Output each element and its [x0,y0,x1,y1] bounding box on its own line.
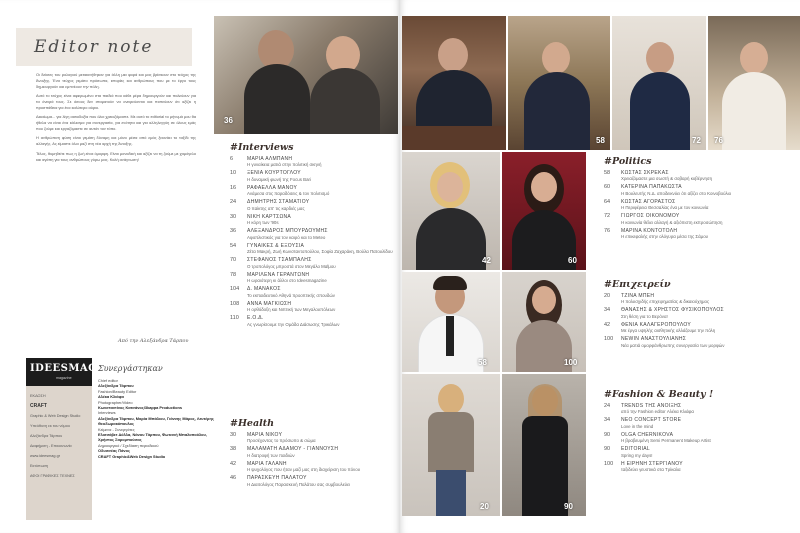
photo-model-wall [502,374,586,516]
toc-entry-name: ΜΑΡΙΛΕΝΑ ΓΕΡΑΝΤΩΝΗ [247,271,310,278]
toc-page-number: 46 [230,475,237,482]
masthead-line: ΕΚΔΟΣΗ [30,394,46,398]
toc-entry-text [621,404,796,415]
toc-fashion [604,404,796,476]
toc-page-number: 58 [604,170,611,176]
toc-entry-name: TRENDS ΤΗΣ ΑΝΟΙΞΗΣ [621,403,682,409]
collaborator-line: Chief editor [98,378,118,383]
toc-entry[interactable] [230,215,398,226]
toc-entry-desc: Ανάμεσα στις παραδόσεις & τον πολιτισμό [247,191,330,197]
masthead-line: Διαφήμιση - Επικοινωνία [30,444,72,448]
page-number-label: 72 [692,136,701,145]
toc-entry-name: ΓΥΝΑΙΚΕΣ & ΕΞΟΥΣΙΑ [247,242,305,249]
toc-entry-desc: Η πολυσχιδής επιχειρηματίας & δικαιούχημος [621,299,710,305]
toc-entry-text [247,215,398,226]
toc-entry-text [621,171,796,182]
photo-interview-couple [214,16,398,134]
collaborators-title: Συνεργάστηκαν [98,364,163,373]
toc-page-number: 70 [230,257,237,264]
toc-entry-name: ΝΙΚΗ ΚΑΡΤΣΩΝΑ [247,213,292,220]
collaborators-list [98,378,216,459]
photo-politician-parliament [508,16,610,150]
toc-entry-name: NEO CONCEPT STORE [621,417,682,424]
toc-page-number: 90 [604,446,611,453]
toc-entry-name: NEWIN ΑΝΑΣΤΟΥΛΙΑΝΗΣ [621,336,687,343]
toc-entry[interactable] [230,287,398,298]
toc-entry[interactable] [604,337,796,348]
letter-paragraph: Δικαίωμα... για λίγη αισιοδοξία που όλοι χρειαζόμαστε. Με αυτό το editorial το μήνυμά μου θα ήθελα να είναι ένα κάλεσμα για συνεργασία, για ενότητα και για αλληλεγγύη σε όλους εμάς που ζούμε και εργαζόμαστε σε αυτόν τον τόπο. [36,114,196,132]
toc-interviews [230,157,398,331]
letter-paragraph: Τέλος, θυμηθείτε πως η ζωή είναι όμορφη. Είναι μοναδική και αξίζει να τη ζούμε με χαμόγελο και αγάπη για τους ανθρώπους γύρω μας. Καλή ανάγνωση! [36,150,196,162]
section-title-health: #Health [230,418,275,429]
toc-page-number: 10 [230,170,237,177]
masthead-line: ΑΦΟΙ ΓΡΑΦΙΚΕΣ ΤΕΧΝΕΣ [30,474,75,478]
toc-entry-text [621,200,796,211]
toc-entry-text [621,447,796,458]
toc-entry-text [621,337,796,348]
toc-entry-name: ΚΩΣΤΑΣ ΑΓΟΡΑΣΤΟΣ [621,198,676,205]
toc-entry-name: ΓΙΩΡΓΟΣ ΟΙΚΟΝΟΜΟΥ [621,213,680,220]
editor-note-header [16,28,192,66]
toc-entry-text [247,229,398,240]
photo-politician-suit [612,16,706,150]
toc-entry-desc: Η βραβευμένη Semi Permanent Makeup Artist [621,438,711,444]
toc-entry-name: ΚΩΣΤΑΣ ΣΚΡΕΚΑΣ [621,170,669,176]
editor-signature: Από την Αλεξάνδρα Τάρπου [118,338,189,344]
toc-entry[interactable] [230,200,398,211]
toc-business [604,294,796,352]
toc-page-number: 34 [604,417,611,424]
section-title-interviews: #Interviews [230,142,294,153]
toc-entry-text [247,258,398,269]
toc-entry-name: ΣΤΕΦΑΝΟΣ ΤΣΑΜΠΑΛΗΣ [247,257,312,264]
page-number-label: 58 [596,136,605,145]
toc-page-number: 108 [230,300,240,307]
toc-entry-text [247,433,398,444]
toc-entry-name: Ε.Ο.Δ. [247,315,264,322]
toc-page-number: 30 [230,213,237,220]
toc-entry[interactable] [604,171,796,182]
toc-page-number: 42 [604,321,611,328]
toc-entry-name: ΤΖΙΝΑ ΜΠΕΗ [621,293,655,299]
toc-entry-desc: Η ψυχολόγος που ήταν μαζί μας στη διαχείριση του πόνου [247,467,361,473]
toc-entry-desc: Ας γνωρίσουμε την Ομάδα Διάσωσης Τρικάλων [247,321,340,327]
collaborator-line: Photographer/Video [98,399,133,405]
section-title-business: #Επιχειρείν [604,279,671,290]
toc-entry-desc: Η δυναμική φωνή της Focus Bari [247,176,311,182]
toc-entry-name: ΜΑΛΑΜΑΤΗ ΑΔΑΜΟΥ - ΓΙΑΝΝΟΥΣΗ [247,446,339,453]
toc-entry[interactable] [604,214,796,225]
masthead-line: Υπεύθυνη εκ του νόμου [30,424,70,428]
toc-entry-text [247,200,398,211]
toc-page-number: 34 [604,307,611,314]
toc-page-number: 72 [604,213,611,220]
brand-name: IDEESMAG [30,363,98,374]
toc-entry[interactable] [230,447,398,458]
toc-entry[interactable] [604,447,796,458]
toc-entry-name: Η ΕΙΡΗΝΗ ΣΤΕΡΓΙΑΝΟΥ [621,460,683,467]
toc-entry-text [247,273,398,284]
collaborator-line: Interviews [98,410,116,416]
collaborator-line: Ελισσάβετ Δόλλα, Νάνου Τάρπου, Φωτεινή Μπαλοπούλου, Χρήστος Σαρομπούσας [98,432,207,443]
toc-page-number: 6 [230,156,234,162]
toc-page-number: 38 [230,446,237,453]
photo-politician-office [402,16,506,150]
toc-entry-name: ΑΝΝΑ ΜΑΓΚΙΩΣΗ [247,300,292,307]
toc-page-number: 16 [230,184,237,191]
toc-entry-name: EDITORIAL [621,446,651,453]
page-number-label: 42 [482,256,491,265]
toc-entry-text [621,185,796,196]
toc-page-number: 60 [604,184,611,191]
toc-page-number: 36 [230,228,237,235]
toc-entry-desc: Η Διαιτολόγος Παρασκευή Παλάτου σας συμβουλεύει [247,481,351,487]
collaborator-line: Οδυσσέας Πάνος [98,448,130,454]
toc-entry-text [621,214,796,225]
toc-entry-name: ΜΑΡΙΑ ΝΙΚΟΥ [247,432,283,438]
masthead-line: www.ideesmag.gr [30,454,60,458]
photo-blonde-woman [402,152,500,270]
toc-entry-name: ΑΛΕΞΑΝΔΡΟΣ ΜΠΟΥΡΔΟΥΜΗΣ [247,228,328,235]
toc-entry-text [247,244,398,255]
toc-entry[interactable] [230,316,398,327]
toc-entry-desc: Η Βουλευτής Ν.Δ. αποδεικνύει ότι αξίζει στο Κοινοβούλιο [621,190,732,196]
toc-entry[interactable] [230,462,398,473]
photo-politician-woman [708,16,800,150]
toc-entry[interactable] [604,462,796,473]
brand-logo [26,358,98,386]
toc-health [230,433,398,491]
toc-entry-text [621,229,796,240]
toc-entry-text [247,476,398,487]
toc-entry-text [247,157,398,168]
toc-entry-desc: Αφοπλιστικός για τον καιρό και το Meteo [247,234,326,240]
toc-page-number: 100 [604,336,614,343]
toc-entry-name: ΜΑΡΙΑ ΓΑΛΑΝΗ [247,460,287,467]
toc-entry-text [621,462,796,473]
toc-entry-desc: Με έργα υψηλής αισθητικής αλλάζουμε την πόλη [621,328,716,334]
page-number-label: 58 [478,358,487,367]
toc-entry-name: ΞΕΝΙΑ ΚΟΥΡΤΟΓΛΟΥ [247,170,301,177]
toc-entry-name: ΦΕΝΙΑ ΚΑΛΑΓΕΡΟΠΟΥΛΟΥ [621,321,692,328]
toc-entry-desc: ταξιδεύει γευστικά στα Τρίκαλα [621,467,681,473]
photo-young-man [402,272,500,372]
masthead-box [26,358,98,520]
photo-brunette-woman [502,272,586,372]
toc-entry-desc: Love in the mind [621,423,654,429]
collaborator-line: Αλεξάνδρα Τάρπου [98,383,134,389]
toc-entry-text [621,433,796,444]
toc-entry-text [247,186,398,197]
toc-entry-desc: Η κοινωνία θέλει αλλαγή & αξιόπιστη εκπροσώπηση [621,219,723,225]
collaborator-line: CRAFT Graphic&Web Design Studio [98,453,166,459]
toc-entry-name: ΘΑΝΑΣΗΣ & ΧΡΗΣΤΟΣ ΦΥΣΙΚΟΠΟΥΛΟΣ [621,307,724,314]
toc-entry-name: OLGA CHERNIKOVA [621,431,674,438]
toc-entry[interactable] [230,186,398,197]
toc-entry[interactable] [604,418,796,429]
toc-page-number: 78 [230,271,237,278]
toc-entry-name: ΜΑΡΙΝΑ ΚΟΝΤΟΤΟΛΗ [621,227,678,234]
toc-entry-name: ΚΑΤΕΡΙΝΑ ΠΑΠΑΚΩΣΤΑ [621,184,682,191]
collaborator-line: Fashion/Beauty Editor [98,388,137,394]
toc-entry-desc: Spring my days! [621,452,653,458]
collaborator-line: Κωνσταντίνος Κατσάνος/3kappa Productions [98,405,183,411]
toc-entry-name: ΔΗΜΗΤΡΗΣ ΣΤΑΜΑΤΙΟΥ [247,199,310,206]
toc-entry[interactable] [604,323,796,334]
collaborator-line: Δημιουργικό / Σχεδίαση περιοδικού [98,442,159,448]
toc-page-number: 24 [230,199,237,206]
toc-entry-desc: Ο τροπολόγος μπροστά στον Μεγάλο Μαΐμου [247,263,336,269]
toc-entry[interactable] [230,229,398,240]
toc-entry-desc: Η γυναίκεια ματιά στην πολιτική σκηνή [247,162,322,168]
photo-dark-hair-woman [502,152,586,270]
toc-entry-text [247,302,398,313]
toc-page-number: 20 [604,293,611,299]
toc-entry-desc: Η Περιφέρεια Θεσσαλίας ένα με τον κοινωνία [621,205,709,211]
toc-page-number: 42 [230,460,237,467]
page-number-label: 60 [568,256,577,265]
editor-note-title: Editor note [34,37,154,57]
toc-entry[interactable] [230,433,398,444]
toc-entry[interactable] [604,404,796,415]
masthead-line: Αλεξάνδρα Τάρπου [30,434,63,438]
toc-politics [604,171,796,243]
toc-page-number: 100 [604,460,614,467]
toc-entry-desc: Η ωραιότερη κι άλλοι στο Ideesmagazine [247,278,327,284]
toc-entry-desc: Η επικεφαλής στην ολόγυρα μέσα της Σάμου [621,234,709,240]
toc-page-number: 30 [230,432,237,438]
toc-page-number: 90 [604,431,611,438]
photo-fashion-woman [402,374,500,516]
toc-entry[interactable] [604,200,796,211]
toc-entry-name: ΡΑΦΑΕΛΛΑ ΜΑΝΟΥ [247,184,298,191]
toc-entry-text [247,462,398,473]
toc-entry-desc: Το εκπαιδευτικό Αθηνά προοπτικής σπουδών [247,292,335,298]
masthead-line: Graphic & Web Design Studio [30,414,81,418]
letter-paragraph: Αυτό το τεύχος είναι αφιερωμένο στα παιδιά που κάθε μέρα δημιουργούν και παλεύουν για τα όνειρά τους. Σε όσους δεν σταματούν να ονειρεύονται και πιστεύουν ότι αξίζει η προσπάθεια για ένα καλύτερο αύριο. [36,93,196,111]
collaborator-line: Κείμενα - Συνεργάτες [98,426,135,432]
toc-page-number: 64 [604,198,611,205]
letter-paragraph: Οι δείκτες του ρολογιού μετακινήθηκαν για άλλη μια φορά και μας βρίσκουν στο τεύχος της Άνοιξης. Ένα τεύχος γεμάτο πρόσωπα, ιστορίες και ανθρώπους που με το έργο τους δημιουργούν και εμπνέουν την πόλη. [36,72,196,90]
toc-entry-text [247,447,398,458]
toc-entry[interactable] [604,185,796,196]
toc-entry[interactable] [230,157,398,168]
toc-entry[interactable] [604,294,796,305]
toc-entry[interactable] [604,433,796,444]
toc-entry-text [247,316,398,327]
toc-entry[interactable] [604,308,796,319]
toc-entry-text [621,294,796,305]
toc-entry-text [621,323,796,334]
toc-page-number: 24 [604,403,611,409]
toc-entry-desc: Στη θέση για το Βερόνα! [621,313,668,319]
editor-letter [36,72,196,166]
toc-entry-desc: Η διατροφή των παιδιών [247,452,295,458]
page-number-label: 100 [564,358,578,367]
collaborator-line: Αλεξάνδρα Τάρπου, Μαρία Μπάλιου, Γιάννης Μάρος, Λευτέρης Θεοδωρακόπουλος [98,415,214,427]
toc-entry-text [621,418,796,429]
section-title-politics: #Politics [604,156,652,167]
toc-entry-desc: Ζέτα Μακρή, Ζωή Κωνσταντοπούλου, Σοφία Ζαχαράκη, Βούλα Πατουλίδου [247,249,393,255]
toc-entry[interactable] [604,229,796,240]
toc-entry-text [621,308,796,319]
masthead-line: Εκτύπωση [30,464,48,468]
toc-entry-desc: από την Fashion editor Αλέκα Κλιάφα [621,409,694,415]
toc-entry-text [247,171,398,182]
toc-entry[interactable] [230,302,398,313]
toc-page-number: 110 [230,315,239,322]
toc-page-number: 104 [230,286,240,293]
brand-sub: magazine [56,376,72,380]
page-number-label: 20 [480,502,489,511]
letter-paragraph: Η ανθρώπινη φύση είναι γεμάτη δύναμη και μόνο μέσα από εμάς ξεκινάει το ταξίδι της αλλαγής. Ας είμαστε όλοι μαζί στη νέα αρχή της Άνοιξης. [36,135,196,147]
toc-entry-desc: Νέα ματιά ομορφάνθρωπης συνεργασία των μορφών [621,342,725,348]
section-title-fashion: #Fashion & Beauty ! [604,389,714,400]
toc-entry-name: Δ. ΜΑΝΑΚΟΣ [247,286,281,293]
toc-entry-desc: Προσέχοντας το πρόσωπο & σώμα [247,438,316,444]
toc-entry[interactable] [230,273,398,284]
toc-page-number: 76 [604,227,611,234]
toc-entry-name: ΜΑΡΙΑ ΑΛΜΠΑΝΗ [247,156,293,162]
toc-entry[interactable] [230,244,398,255]
toc-entry-name: ΠΑΡΑΣΚΕΥΗ ΠΑΛΑΤΟΥ [247,475,307,482]
toc-page-number: 54 [230,242,237,249]
page-number-label: 36 [224,116,233,125]
toc-entry-desc: Η ορθόδοξη και Νιπτική των Μεγαλουπόλεων [247,307,336,313]
toc-entry[interactable] [230,476,398,487]
collaborator-line: Αλέκα Κλιάφα [98,394,124,400]
masthead-line: CRAFT [30,403,47,409]
page-number-label: 90 [564,502,573,511]
toc-entry[interactable] [230,258,398,269]
toc-entry-desc: Η κόρη των '90s [247,220,279,226]
page-number-label: 76 [714,136,723,145]
toc-entry-desc: Ο παίκτης απ' τις καρδιές μας [247,205,305,211]
toc-entry-desc: Χρειαζόμαστε μια σωστή & σοβαρή κυβέρνηση [621,176,713,182]
toc-entry-text [247,287,398,298]
toc-entry[interactable] [230,171,398,182]
